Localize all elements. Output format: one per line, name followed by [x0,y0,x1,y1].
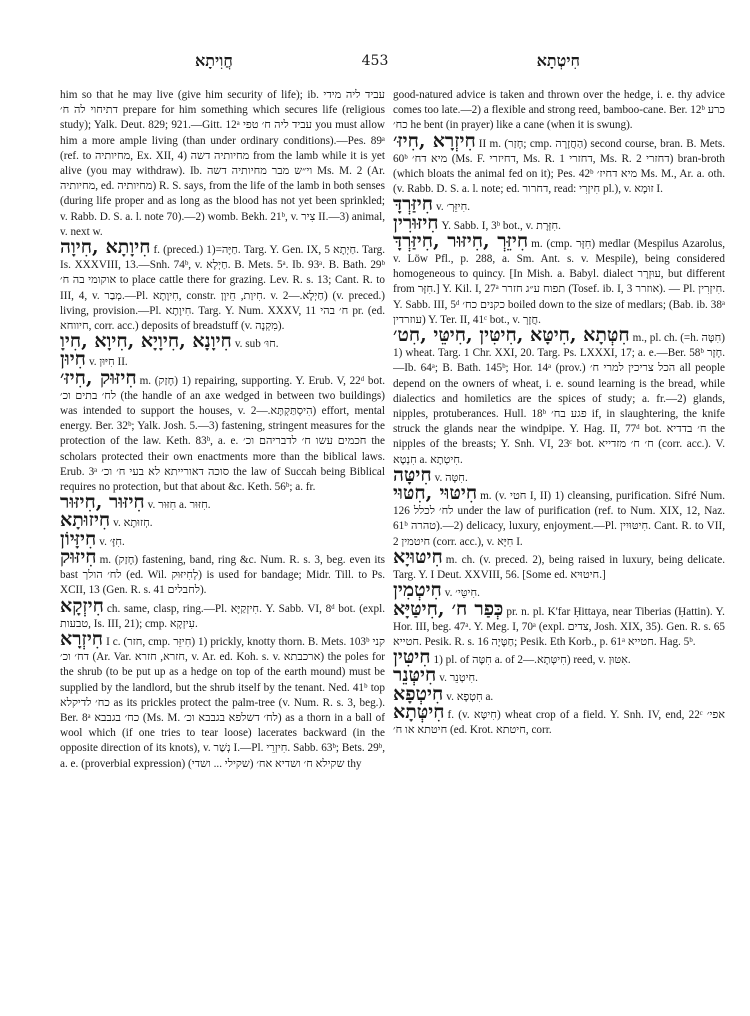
entry-headword: חִיזֵּרְ ,חִיזּוּר ,חִיזַּרְדָּ [393,229,529,252]
running-head-left: חֲוִיתָא [195,51,233,70]
entry-text: m. (חָזַק) 1) repairing, supporting. Y. Erub. V, 22ᵈ bot. לח׳ בתים וכ׳ (the handle of an axe wedged in between two buildings) was intended to support the houses, v. הִיסְתַּקְתָּא.—2) effort, mental energy. Ber. 32ᵇ; Yalk. Josh. 5.—3) fastening, stringent measures for the protection of the law. Keth. 83ᵇ, a. e. חכמים עשו ח׳ לדבריהם וכ׳ the scholars protected their own enactments more than the biblical laws. Erub. 3ᵃ סוכה דאורייתא לא בעי ח׳ וכ׳ the law of Succah being Biblical requires no protection, but that about &c. Keth. 56ᵇ; a. fr. [60,374,385,494]
entry-text: v. חִיטֵּי׳. [444,587,480,600]
dictionary-entry [60,545,385,599]
entry-text: I c. (חזר, cmp. חִיזֵּר) 1) prickly, knotty thorn. B. Mets. 103ᵇ קני דח׳ וכ׳ (Ar. Var. חזרא, חזרא, v. Ar. ed. Koh. s. v. ארכבתא) the poles for the shrub (to be put up as a hedge on top of the earth mound) must be supplied by the landlord, but the shrub itself by the tenant. Ned. 41ᵇ top כח׳ לדיקלא as its prickles protect the palm-tree (v. Num. R. s. 3, beg.). Ber. 8ᵃ כח׳ בגבבא (Ms. M. לח׳ דשלפא בגבבא וכ׳) as a thorn in a ball of wool which (if one tries to tear loose) lacerates backward (in the opposite direction of its knots), v. נְשַׁר I.—Pl. חִיזְרֵי. Sabb. 63ᵇ; Bets. 29ᵇ, a. e. (proverbial expression) שקילא ח׳ ושדיא אח׳ (שקילי ... ושדי) thy [60,635,385,770]
dictionary-entry [393,129,725,198]
dictionary-entry [393,88,725,134]
entry-headword: חִיטְמִין [393,579,442,602]
dictionary-entry [60,594,385,632]
dictionary-entry [393,193,725,216]
dictionary-entry [393,324,725,468]
dictionary-entry [393,646,725,669]
entry-headword: חִיטּוּי ,חִטּוּי [393,482,478,505]
page-number: 453 [361,53,389,69]
entry-headword: חִיטְּתָא [393,700,445,723]
entry-text: v. חִטְפָא a. [446,690,494,703]
entry-text: m. (cmp. חִזָּר) medlar (Mespilus Azarolus, v. Löw Pfl., p. 288, a. Sm. Ant. s. v. Mespile), being considered homogeneous to quincy. [In Mish. a. Babyl. dialect עוּזְרָר, but different from חִזָּר.] Y. Kil. I, 27ᵃ תפוח ע״ג חזרר (Tosef. ib. I, 3 אוזרר). — Pl. חִיזְרִין. Y. Sabb. III, 5ᵈ כקנים כח׳ boiled down to the size of medlars; (Bab. ib. 38ᵃ עוזרדין) Y. Ter. II, 41ᶜ bot., v. חֲזָרְ. [393,237,725,326]
dictionary-entry [393,597,725,651]
entry-headword: חִיטָּה [393,463,432,486]
entry-headword: חִיוּן [60,348,86,371]
entry-headword: חִיטּוּיָא [393,545,443,568]
entry-text: 1) pl. of חִטָּה a. of חִיטְּתָא.—2) reed, v. אִטּוּן. [433,654,631,667]
entry-text: f. (preced.) 1)=חַיָּה. Targ. Y. Gen. IX, 5 חַיְתָא. Targ. Is. XXXVIII, 13.—Snh. 74ᵇ, v. חַיְלָא. B. Mets. 5ᵃ. Ib. 93ᵃ. B. Bath. 29ᵇ אוקומי בה ח׳ to place cattle there for grazing. Lev. R. s. 13; Cant. R. to III, 4, v. מְבַר.—Pl. חִיוָתָא, constr. חִיוַת, חֵיוָן. v. חַיְלָא.—2) (v. preced.) living, provision.—Pl. חִיוָתָא. Targ. Y. Num. XXXV, 11 ח׳ בהי pr. (ed. חיווחא, corr. acc.) deposits of breadstuff (v. מִקְנָה). [60,244,385,333]
entry-text: m. (חָזַק) fastening, band, ring &c. Num. R. s. 3, beg. even its bast לח׳ הולך (ed. Wil. לְחִיזּוּק) is used for bandage; Midr. Till. to Ps. XCII, 13 (Gen. R. s. 41 לחבלים). [60,553,385,597]
dictionary-entry [393,545,725,583]
entry-headword: חִיזְרָא [60,627,104,650]
entry-text: v. חִיזֵּרְ׳. [436,201,471,214]
entry-headword: חִיזּוּר ,חִיזּוּר [60,491,145,514]
entry-headword: חִיזוּתָא [60,509,111,532]
entry-text: Y. Sabb. I, 3ᵇ bot., v. חִזְּרָת. [441,219,561,232]
dictionary-entry [60,366,385,496]
running-head-right: חִיטְתָא [536,51,580,70]
entry-headword: חִיטִּין [393,646,431,669]
entry-text: II m. (חָזַר; cmp. הַחֲזָרָה) second course, bran. B. Mets. 60ᵇ מיא דח׳ (Ms. F. דחיזרי, Ms. R. 1 דחזרי, Ms. R. 2 דחזרי) bran-broth (which bloats the animal fed on it); Pes. 42ᵇ מיא דחיז׳ Ms. M., Ar. a. oth. (v. Rabb. D. S. a. l. note; ed. דחרור, read: חִיזְרִי pl.), v. זוּמָא I. [393,137,725,196]
page-header [40,48,710,74]
entry-text: v. חִזּוּר a. חִזּוּר. [147,499,211,512]
dictionary-entry [60,236,385,334]
entry-headword: חִיזּוּרִין [393,211,439,234]
dictionary-entry [60,330,385,353]
entry-text: m. (v. חטי I, II) 1) cleansing, purification. Sifré Num. 126 לח׳ לכלל under the law of purification (ref. to Num. XIX, 12, Naz. 61ᵇ טהרה).—2) delicacy, luxury, enjoyment.—Pl. חִיטּוּיִין. Cant. R. to VII, 2 חיטמין (corr. acc.), v. חִיָּא I. [393,490,725,548]
entry-headword: חִיזַּרְדָּ [393,193,433,216]
entry-headword: חִיוָנָא ,חִיוָיָא ,חִיוָא ,חִיוָ [60,330,232,353]
entry-text: ch. same, clasp, ring.—Pl. חִיזְקַיָּא. Y. Sabb. VI, 8ᵈ bot. (expl. טבעות, Is. III, 21); cmp. עִיזְקָא. [60,602,385,630]
entry-text: pr. n. pl. K'far Ḥittaya, near Tiberias (Ḥattin). Y. Hor. III, beg. 47ᵃ. Y. Meg. I, 70ᵃ (expl. צדים, Josh. XIX, 35). Gen. R. s. 65 חטייא. Pesik. R. s. 16 חַטָּיָה; Pesik. Eth Korb., p. 61ᵃ חטייא. Hag. 5ᵇ. [393,605,725,648]
dictionary-entry [393,700,725,738]
entry-headword: חִטְּתָא ,חִיטָּא ,חִיטִּין ,חִיטֵּי ,חִט׳ [393,324,630,347]
entry-headword: חִיזְקָא [60,594,104,617]
entry-text: v. חְזוּתָא. [113,517,153,530]
dictionary-entry [60,509,385,532]
entry-headword: חִיזְרָא ,חִיזּ׳ [393,129,476,152]
entry-text: f. (v. חִיטָּא) wheat crop of a field. Y. Snh. IV, end, 22ᶜ אפי׳ חיטתא או ח׳ (ed. Krot. חיטתא, corr. [393,708,725,736]
dictionary-entry [60,627,385,772]
entry-headword: חִיטְּנֵר [393,664,437,687]
entry-text: him so that he may live (give him security of life); ib. עביד ליה מידי דתיחוי לה ח׳ prepare for him something which secures life (religious study); Yalk. Deut. 829; 921.—Gitt. 12ᵃ עביד ליה ח׳ טפי you must allow him a more ample living (than under ordinary conditions).—Pes. 89ᵃ (ref. to מחיותיה, Ex. XII, 4) מחיותיה דשה from the lamb while it is yet alive (you may withdraw). Ib. וי״ש מבר מחיותיה דשה Ms. M. 2 (Ar. מחיותיה, ed. מחיותיה) R. S. says, from the life of the lamb in both senses (during life proper and as long as the blood has not yet been sprinkled; v. Rabb. D. S. a. l. note 70).—2) womb. Bekh. 21ᵇ, v. צִיר II.—3) animal, v. next w. [60,89,385,238]
entry-headword: כְּפַר ח׳ ,חִיטַּיָּא [393,597,504,620]
entry-headword: חִיוָתָא ,חִיוָה [60,236,151,259]
entry-text: m. ch. (v. preced. 2), being raised in luxury, being delicate. Targ. Y. I Deut. XXVIII, 56. [Some ed. חיטוּיא.] [393,553,725,582]
entry-headword: חִיטְפָא [393,682,444,705]
left-column [60,88,385,1008]
dictionary-entry [393,229,725,328]
entry-headword: חִיזּוּק [60,545,97,568]
right-column [393,88,725,1008]
entry-text: v. חִיטְנֵר. [439,672,478,685]
entry-headword: חִיזּוּק ,חִיזּ׳ [60,366,137,389]
entry-text: v. חִזָּ׳. [99,535,125,548]
entry-text: v. חִטָּה. [434,471,468,484]
entry-text: m., pl. ch. (=h. חִטָּה) 1) wheat. Targ. 1 Chr. XXI, 20. Targ. Ps. LXXXI, 17; a. e.—Ber. 58ᵇ חָזָר.—Ib. 64ᵃ; B. Bath. 145ᵇ; Hor. 14ᵃ (prov.) הכל צריכין למרי ח׳ all people depend on the owners of wheat, i. e. sound learning is the bread, while dialectics and homiletics are the spices of study; a. fr.—2) glands, nipples, protuberances. Hull. 18ᵇ פגע בח׳ if, in slaughtering, the knife struck the glands near the windpipe. Y. Hag. II, 77ᵈ bot. ח׳ בדדיא the nipples of the breasts; Y. Snh. VI, 23ᶜ bot. ח׳ ח׳ מזדייא (corr. acc.). V. חִנְטָא a. חִיטְתָא. [393,332,725,466]
entry-text: v. sub חוּ׳. [234,338,279,351]
entry-headword: חִיזָּיוֹן [60,527,97,550]
dictionary-entry [393,482,725,550]
dictionary-entry [60,88,385,240]
entry-text: good-natured advice is taken and thrown over the hedge, i. e. thy advice comes too late.—2) a flexible and strong reed, bamboo-cane. Ber. 12ᵇ כרע כח׳ he bent (in prayer) like a cane (when it is swung). [393,89,725,132]
entry-text: v. חִיּוּן II. [88,356,128,369]
dictionary-entry [60,527,385,550]
